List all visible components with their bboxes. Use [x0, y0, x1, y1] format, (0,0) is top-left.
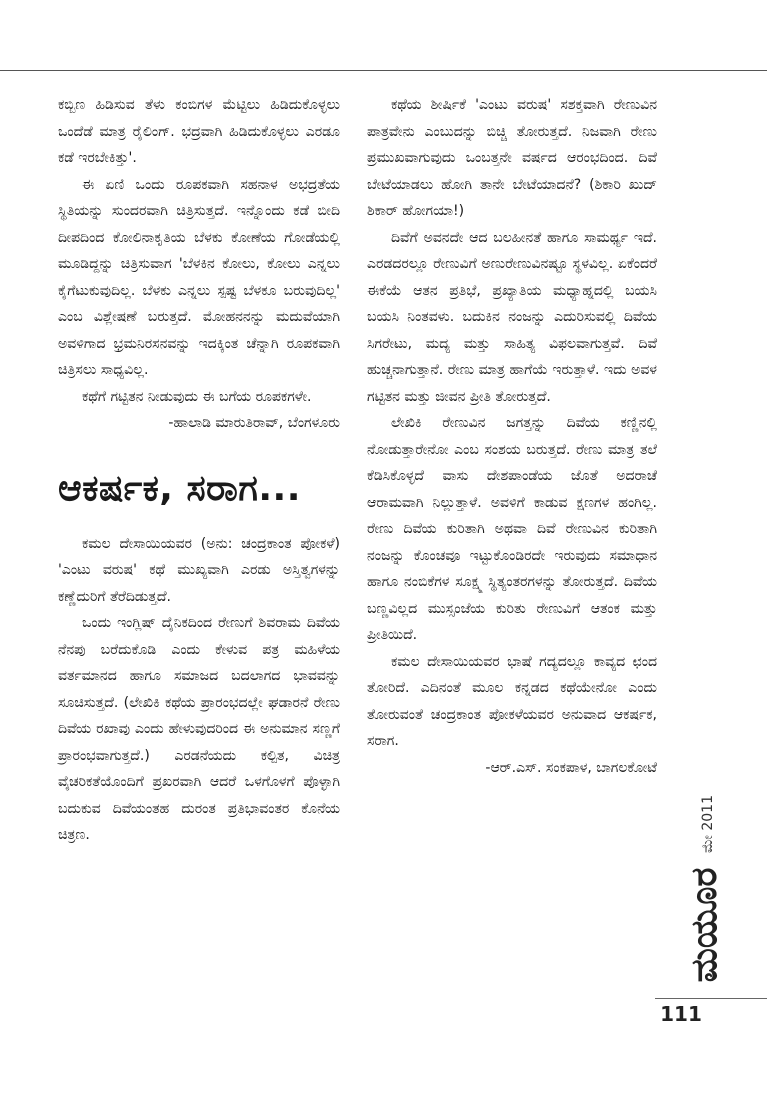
left-column — [58, 92, 340, 849]
paragraph: ಕಥೆಯ ಶೀರ್ಷಿಕೆ 'ಎಂಟು ವರುಷ' ಸಶಕ್ತವಾಗಿ ರೇಣುವಿನ ಪಾತ್ರವೇನು ಎಂಬುದನ್ನು ಬಿಚ್ಚಿ ತೋರುತ್ತದೆ. ನಿಜವಾಗಿ ರೇಣು ಪ್ರಮುಖವಾಗುವುದು ಒಂಬತ್ತನೇ ವರ್ಷದ ಆರಂಭದಿಂದ. ದಿವೆ ಬೇಟೆಯಾಡಲು ಹೋಗಿ ತಾನೇ ಬೇಟೆಯಾದನೆ? (ಶಿಕಾರಿ ಖುದ್ ಶಿಕಾರ್ ಹೋಗಯಾ!) — [367, 97, 657, 219]
letter-signature: -ಆರ್.ಎಸ್. ಸಂಕಪಾಳ, ಬಾಗಲಕೋಟೆ — [485, 759, 657, 776]
paragraph: ಕಮಲ ದೇಸಾಯಿಯವರ (ಅನು: ಚಂದ್ರಕಾಂತ ಪೋಕಳೆ) 'ಎಂಟು ವರುಷ' ಕಥೆ ಮುಖ್ಯವಾಗಿ ಎರಡು ಅಸ್ತಿತ್ವಗಳನ್ನು ಕಣ್ಣೆದುರಿಗೆ ತೆರೆದಿಡುತ್ತದೆ. — [58, 535, 340, 605]
footer-divider — [655, 998, 767, 999]
paragraph: ಕಬ್ಬಿಣ ಹಿಡಿಸುವ ತೆಳು ಕಂಬಿಗಳ ಮೆಟ್ಟಿಲು ಹಿಡಿದುಕೊಳ್ಳಲು ಒಂದೆಡೆ ಮಾತ್ರ ರೈಲಿಂಗ್. ಭದ್ರವಾಗಿ ಹಿಡಿದುಕೊಳ್ಳಲು ಎರಡೂ ಕಡೆ ಇರಬೇಕಿತ್ತು'. — [58, 97, 340, 166]
top-divider — [0, 70, 767, 71]
paragraph: ಒಂದು ಇಂಗ್ಲಿಷ್ ದೈನಿಕದಿಂದ ರೇಣುಗೆ ಶಿವರಾಮ ದಿವೆಯ ನೆನಪು ಬರೆದುಕೊಡಿ ಎಂದು ಕೇಳುವ ಪತ್ರ ಮಹಿಳೆಯ ವರ್ತಮಾನದ ಹಾಗೂ ಸಮಾಜದ ಬದಲಾಗದ ಭಾವವನ್ನು ಸೂಚಿಸುತ್ತದೆ. (ಲೇಖಿಕಿ ಕಥೆಯ ಪ್ರಾರಂಭದಲ್ಲೇ ಘಡಾರನೆ ರೇಣು ದಿವೆಯ ರಖಾವು ಎಂದು ಹೇಳುವುದರಿಂದ ಈ ಅನುಮಾನ ಸಣ್ಣಗೆ ಪ್ರಾರಂಭವಾಗುತ್ತದೆ.) ಎರಡನೆಯದು ಕಲ್ಪಿತ, ವಿಚಿತ್ರ ವೈಚರಿಕತೆಯೊಂದಿಗೆ ಪ್ರಖರವಾಗಿ ಆದರೆ ಒಳಗೊಳಗೆ ಪೊಳ್ಳಾಗಿ ಬದುಕುವ ದಿವೆಯಂತಹ ದುರಂತ ಪ್ರತಿಭಾವಂತರ ಕೊನೆಯ ಚಿತ್ರಣ. — [58, 615, 340, 843]
page-number: 111 — [660, 1002, 702, 1026]
paragraph: ಈ ಏಣಿ ಒಂದು ರೂಪಕವಾಗಿ ಸಹನಾಳ ಅಭದ್ರತೆಯ ಸ್ಥಿತಿಯನ್ನು ಸುಂದರವಾಗಿ ಚಿತ್ರಿಸುತ್ತದೆ. ಇನ್ನೊಂದು ಕಡೆ ಬೀದಿ ದೀಪದಿಂದ ಕೋಲಿನಾಕೃತಿಯ ಬೆಳಕು ಕೋಣೆಯ ಗೋಡೆಯಲ್ಲಿ ಮೂಡಿದ್ದನ್ನು ಚಿತ್ರಿಸುವಾಗ 'ಬೆಳಕಿನ ಕೋಲು, ಕೋಲು ಎನ್ನಲು ಕೈಗೆಟುಕುವುದಿಲ್ಲ. ಬೆಳಕು ಎನ್ನಲು ಸ್ಪಷ್ಟ ಬೆಳಕೂ ಬರುವುದಿಲ್ಲ' ಎಂಬ ವಿಶ್ಲೇಷಣೆ ಬರುತ್ತದೆ. ಮೋಹನನನ್ನು ಮದುವೆಯಾಗಿ ಅವಳಿಗಾದ ಭ್ರಮನಿರಸನವನ್ನು ಇದಕ್ಕಿಂತ ಚೆನ್ನಾಗಿ ರೂಪಕವಾಗಿ ಚಿತ್ರಿಸಲು ಸಾಧ್ಯವಿಲ್ಲ. — [58, 176, 340, 378]
paragraph: ಕಥೆಗೆ ಗಟ್ಟಿತನ ನೀಡುವುದು ಈ ಬಗೆಯ ರೂಪಕಗಳೇ. — [82, 388, 312, 405]
paragraph: ಕಮಲ ದೇಸಾಯಿಯವರ ಭಾಷೆ ಗದ್ಯದಲ್ಲೂ ಕಾವ್ಯದ ಛಂದ ತೋರಿದೆ. ಎದಿನಂತೆ ಮೂಲ ಕನ್ನಡದ ಕಥೆಯೇನೋ ಎಂದು ತೋರುವಂತೆ ಚಂದ್ರಕಾಂತ ಪೋಕಳೆಯವರ ಅನುವಾದ ಆಕರ್ಷಕ, ಸರಾಗ. — [367, 653, 657, 749]
issue-date-text: ಮೇ 2011 — [700, 795, 716, 853]
right-column — [367, 92, 657, 781]
paragraph: ದಿವೆಗೆ ಅವನದೇ ಆದ ಬಲಹೀನತೆ ಹಾಗೂ ಸಾಮರ್ಥ್ಯ ಇದೆ. ಎರಡದರಲ್ಲೂ ರೇಣುವಿಗೆ ಅಣುರೇಣುವಿನಷ್ಟೂ ಸ್ಥಳವಿಲ್ಲ. ಏಕೆಂದರೆ ಈಕೆಯೆ ಆತನ ಪ್ರತಿಭೆ, ಪ್ರಖ್ಯಾತಿಯ ಮಧ್ಯಾಹ್ನದಲ್ಲಿ ಬಯಸಿ ಬಯಸಿ ನಿಂತವಳು. ಬದುಕಿನ ನಂಜನ್ನು ಎದುರಿಸುವಲ್ಲಿ ದಿವೆಯ ಸಿಗರೇಟು, ಮದ್ಯ ಮತ್ತು ಸಾಹಿತ್ಯ ವಿಫಲವಾಗುತ್ತವೆ. ದಿವೆ ಹುಚ್ಚನಾಗುತ್ತಾನೆ. ರೇಣು ಮಾತ್ರ ಹಾಗೆಯೆ ಇರುತ್ತಾಳೆ. ಇದು ಅವಳ ಗಟ್ಟಿತನ ಮತ್ತು ಜೀವನ ಪ್ರೀತಿ ತೋರುತ್ತದೆ. — [367, 229, 657, 405]
paragraph: ಲೇಖಿಕಿ ರೇಣುವಿನ ಜಗತ್ತನ್ನು ದಿವೆಯ ಕಣ್ಣಿನಲ್ಲಿ ನೋಡುತ್ತಾರೇನೋ ಎಂಬ ಸಂಶಯ ಬರುತ್ತದೆ. ರೇಣು ಮಾತ್ರ ತಲೆ ಕೆಡಿಸಿಕೊಳ್ಳದೆ ವಾಸು ದೇಶಪಾಂಡೆಯ ಜೊತೆ ಅದರಾಚೆ ಆರಾಮವಾಗಿ ನಿಲ್ಲುತ್ತಾಳೆ. ಅವಳಿಗೆ ಕಾಡುವ ಕ್ಷಣಗಳ ಹಂಗಿಲ್ಲ. ರೇಣು ದಿವೆಯ ಕುರಿತಾಗಿ ಅಥವಾ ದಿವೆ ರೇಣುವಿನ ಕುರಿತಾಗಿ ನಂಜನ್ನು ಕೊಂಚವೂ ಇಟ್ಟುಕೊಂಡಿರದೇ ಇರುವುದು ಸಮಾಧಾನ ಹಾಗೂ ನಂಬಿಕೆಗಳ ಸೂಕ್ಷ್ಮ ಸ್ಥಿತ್ಯಂತರಗಳನ್ನು ತೋರುತ್ತದೆ. ದಿವೆಯ ಬಣ್ಣವಿಲ್ಲದ ಮುಸ್ಸಂಜೆಯ ಕುರಿತು ರೇಣುವಿಗೆ ಆತಂಕ ಮತ್ತು ಪ್ರೀತಿಯಿದೆ. — [367, 415, 657, 643]
magazine-logo: ಮಯೂರ — [684, 867, 725, 983]
letter-signature: -ಹಾಲಾಡಿ ಮಾರುತಿರಾವ್, ಬೆಂಗಳೂರು — [168, 415, 340, 431]
letter-heading: ಆಕರ್ಷಕ, ಸರಾಗ... — [58, 467, 301, 509]
issue-date — [688, 782, 728, 866]
